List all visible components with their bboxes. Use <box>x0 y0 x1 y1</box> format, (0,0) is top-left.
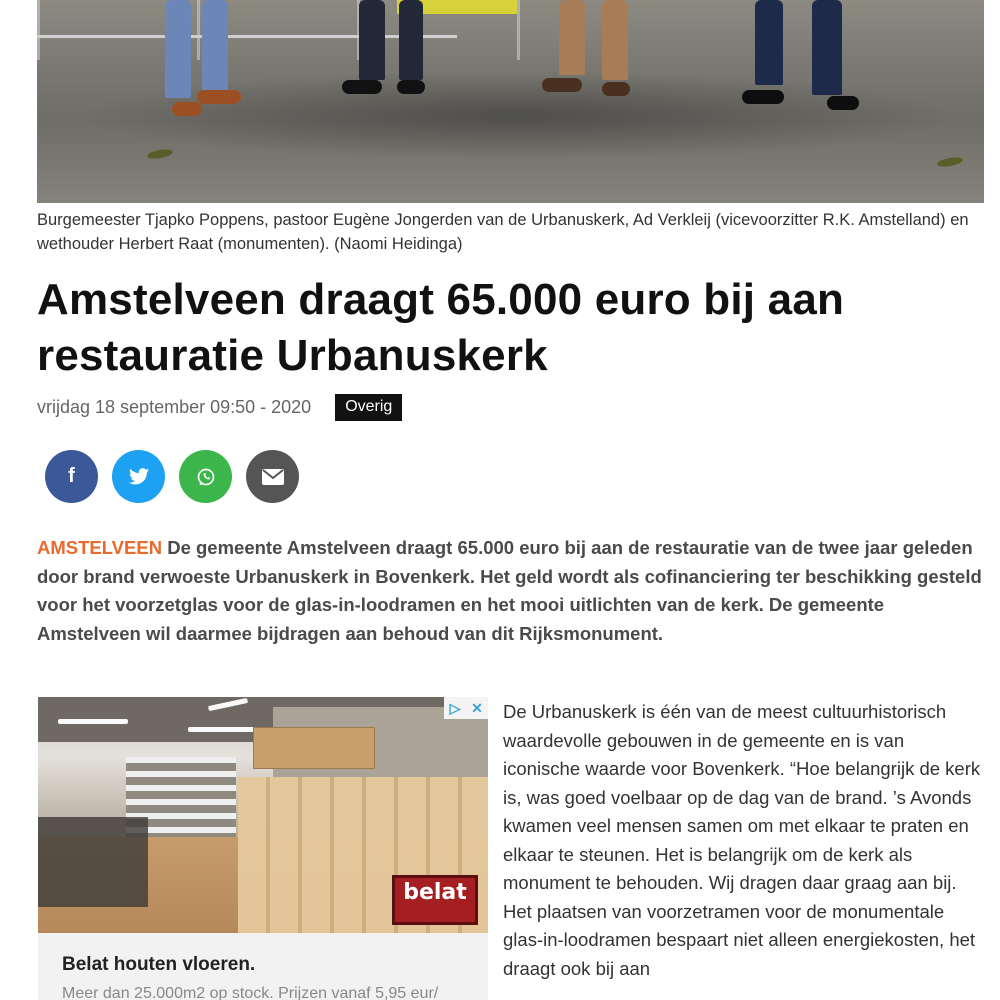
ad-image[interactable] <box>38 697 488 933</box>
article-title: Amstelveen draagt 65.000 euro bij aan restauratie Urbanuskerk <box>37 275 845 380</box>
email-icon <box>262 469 284 485</box>
twitter-icon <box>129 468 149 485</box>
share-buttons <box>45 450 299 503</box>
person-leg <box>202 0 228 95</box>
ad-description: Meer dan 25.000m2 op stock. Prijzen vanaf 5,95 eur/ <box>62 985 439 1000</box>
photo-caption: Burgemeester Tjapko Poppens, pastoor Eugène Jongerden van de Urbanuskerk, Ad Verkleij (vicevoorzitter R.K. Amstelland) en wethouder Herbert Raat (monumenten). (Naomi Heidinga) <box>37 211 969 253</box>
ad-light <box>58 719 128 724</box>
person-shoe <box>742 90 784 104</box>
person-shoe <box>342 80 382 94</box>
person-leg <box>559 0 585 75</box>
person-leg <box>755 0 783 85</box>
person-leg <box>602 0 628 80</box>
article-meta <box>37 393 402 421</box>
twitter-share-button[interactable] <box>112 450 165 503</box>
fence-bar <box>37 35 457 38</box>
category-badge[interactable]: Overig <box>335 394 402 421</box>
advertisement[interactable] <box>38 697 488 1000</box>
person-shoe <box>827 96 859 110</box>
facebook-share-button[interactable] <box>45 450 98 503</box>
dateline-place: AMSTELVEEN <box>37 537 163 558</box>
person-shoe <box>197 90 241 104</box>
ad-headline[interactable]: Belat houten vloeren. <box>62 954 256 975</box>
person-leg <box>165 0 191 98</box>
person-shoe <box>602 82 630 96</box>
facebook-icon: f <box>68 465 75 487</box>
email-share-button[interactable] <box>246 450 299 503</box>
publish-date: vrijdag 18 september 09:50 - 2020 <box>37 396 312 417</box>
person-leg <box>812 0 842 95</box>
ad-plank <box>253 727 375 769</box>
article-body: De Urbanuskerk is één van de meest cultuurhistorisch waardevolle gebouwen in de gemeente en is van iconische waarde voor Bovenkerk. “Hoe belangrijk de kerk is, was goed voelbaar op de dag van de brand. ’s Avonds kwamen veel mensen samen om met elkaar te praten en elkaar te steunen. Het is belangrijk om de kerk als monument te behouden. Wij dragen daar graag aan bij. Het plaatsen van voorzetramen voor de monumentale glas-in-loodramen bespaart niet alleen energiekosten, het draagt ook bij aan <box>503 701 981 979</box>
ad-controls <box>444 697 488 719</box>
person-shoe <box>172 102 202 116</box>
whatsapp-share-button[interactable] <box>179 450 232 503</box>
person-leg <box>399 0 423 80</box>
article-lead: De gemeente Amstelveen draagt 65.000 euro bij aan de restauratie van de twee jaar geleden door brand verwoeste Urbanuskerk in Bovenkerk. Het geld wordt als cofinanciering ter beschikking gesteld voor het voorzetglas voor de glas-in-loodramen en het mooi uitlichten van de kerk. De gemeente Amstelveen wil daarmee bijdragen aan behoud van dit Rijksmonument. <box>37 537 982 644</box>
adchoices-icon[interactable]: ▷ <box>444 697 466 719</box>
ad-desk <box>38 817 148 907</box>
article-intro <box>37 534 982 648</box>
person-shoe <box>542 78 582 92</box>
belat-logo: belat <box>392 875 478 925</box>
close-icon[interactable]: ✕ <box>466 697 488 719</box>
person-leg <box>359 0 385 80</box>
article-photo <box>37 0 984 203</box>
whatsapp-icon <box>196 467 216 487</box>
person-shoe <box>397 80 425 94</box>
